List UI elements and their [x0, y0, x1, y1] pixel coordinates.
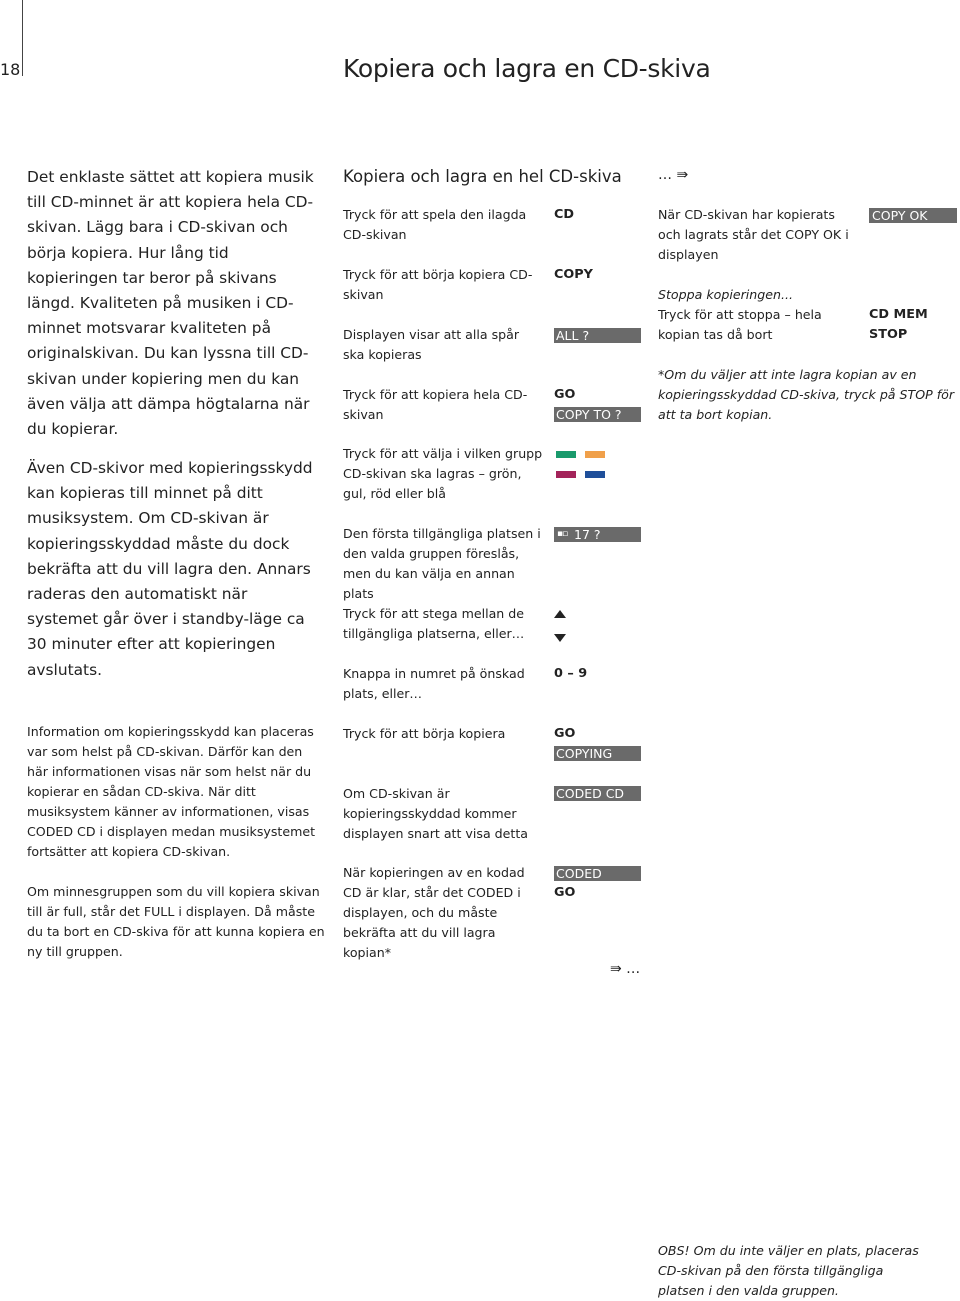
- step-copy-done: När CD-skivan har kopierats och lagrats står det COPY OK i displayen: [658, 207, 849, 262]
- page-title: Kopiera och lagra en CD-skiva: [343, 54, 711, 83]
- footnote: *Om du väljer att inte lagra kopian av en kopieringsskyddad CD-skiva, tryck på STOP för att ta bort kopian.: [658, 367, 955, 422]
- step-play-cd: Tryck för att spela den ilagda CD-skivan: [343, 207, 527, 242]
- step-coded-done: När kopieringen av en kodad CD är klar, står det CODED i displayen, och du måste bekräfta att du vill lagra kopian*: [343, 865, 525, 960]
- step-choose-group: Tryck för att välja i vilken grupp CD-skivan ska lagras – grön, gul, röd eller blå: [343, 446, 543, 501]
- step-all-tracks: Displayen visar att alla spår ska kopieras: [343, 327, 520, 362]
- key-cd-mem: CD MEM: [869, 307, 928, 322]
- green-group-swatch: [556, 451, 576, 458]
- intro-paragraph-1: Det enklaste sättet att kopiera musik till CD-minnet är att kopiera hela CD-skivan. Lägg bara i CD-skivan och börja kopiera. Hur lång tid kopieringen tar beror på skivans längd. Kvaliteten på musiken i CD-minnet motsvarar kvaliteten på originalskivan. Du kan lyssna till CD-skivan under kopiering men du kan även välja att dämpa högtalarna när du kopierar.: [27, 168, 314, 439]
- key-go-3: GO: [554, 885, 576, 900]
- obs-note: OBS! Om du inte väljer en plats, placeras CD-skivan på den första tillgängliga platsen i den valda gruppen.: [658, 1243, 919, 1298]
- display-copy-ok: COPY OK: [869, 208, 957, 223]
- step-begin-copy: Tryck för att börja kopiera: [343, 726, 506, 741]
- arrow-up-icon: [554, 610, 566, 618]
- key-cd: CD: [554, 207, 575, 222]
- step-first-slot: Den första tillgängliga platsen i den valda gruppen föreslås, men du kan välja en annan plats: [343, 526, 541, 601]
- display-all: ALL ?: [554, 328, 641, 343]
- intro-paragraph-2: Även CD-skivor med kopieringsskydd kan kopieras till minnet på ditt musiksystem. Om CD-skivan är kopieringsskyddad måste du dock bekräfta att du vill lagra den. Annars raderas den automatiskt när systemet går över i standby-läge ca 30 minuter efter att kopieringen avslutats.: [27, 459, 313, 679]
- display-coded: CODED: [554, 866, 641, 881]
- step-enter-number: Knappa in numret på önskad plats, eller…: [343, 666, 525, 701]
- continued-arrow-top: … ⇛: [658, 167, 689, 183]
- step-stop-copy: Tryck för att stoppa – hela kopian tas då bort: [658, 307, 822, 342]
- slot-grid-icon: ▪▫: [557, 529, 568, 539]
- note-group-full: Om minnesgruppen som du vill kopiera skivan till är full, står det FULL i displayen. Då måste du ta bort en CD-skiva för att kunna kopiera en ny till gruppen.: [27, 884, 325, 959]
- key-numbers: 0 – 9: [554, 666, 588, 681]
- display-copying: COPYING: [554, 746, 641, 761]
- section-heading: Kopiera och lagra en hel CD-skiva: [343, 167, 622, 186]
- display-slot: [554, 527, 641, 542]
- display-copy-to: COPY TO ?: [554, 407, 641, 422]
- page-number: 18: [0, 60, 21, 79]
- red-group-swatch: [556, 471, 576, 478]
- header-divider: [22, 0, 23, 76]
- yellow-group-swatch: [585, 451, 605, 458]
- key-go: GO: [554, 387, 576, 402]
- key-stop: STOP: [869, 327, 908, 342]
- key-copy: COPY: [554, 267, 593, 282]
- arrow-down-icon: [554, 634, 566, 642]
- display-coded-cd: CODED CD: [554, 786, 641, 801]
- key-go-2: GO: [554, 726, 576, 741]
- step-protected: Om CD-skivan är kopieringsskyddad kommer displayen snart att visa detta: [343, 786, 528, 841]
- display-slot-number: 17 ?: [574, 527, 601, 542]
- note-copy-protection: Information om kopieringsskydd kan placeras var som helst på CD-skivan. Därför kan den här informationen visas när som helst när du kopierar en sådan CD-skiva. När ditt musiksystem känner av informationen, visas CODED CD i displayen medan musiksystemet fortsätter att kopiera CD-skivan.: [27, 724, 316, 859]
- blue-group-swatch: [585, 471, 605, 478]
- continued-arrow-bottom: ⇛ …: [610, 961, 641, 977]
- step-copy-whole: Tryck för att kopiera hela CD-skivan: [343, 387, 528, 422]
- step-step-slots: Tryck för att stega mellan de tillgängliga platserna, eller…: [343, 606, 525, 641]
- stop-heading: Stoppa kopieringen...: [658, 287, 793, 302]
- step-start-copy: Tryck för att börja kopiera CD-skivan: [343, 267, 533, 302]
